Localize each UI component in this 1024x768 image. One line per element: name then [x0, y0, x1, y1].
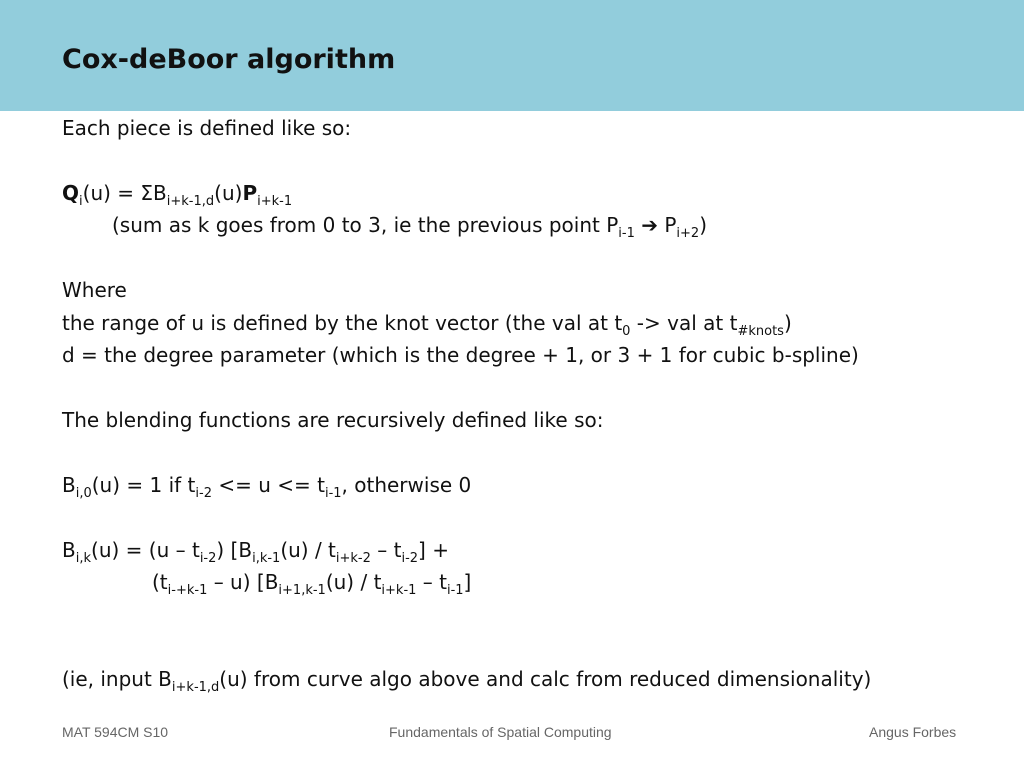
footer-author: Angus Forbes [869, 724, 957, 740]
range-line: the range of u is defined by the knot vector (the val at $t_0$ -> val at $t_{\#knots}$) [62, 311, 792, 339]
ie-note: (ie, input $B_{i+k-1,d}(u)$ from curve algo above and calc from reduced dimensionality) [62, 667, 872, 695]
arrow-icon: ➔ [634, 213, 665, 237]
footer-course: MAT 594CM S10 [62, 724, 169, 740]
where-line: Where [62, 278, 127, 302]
b0-formula: $B_{i,0}(u) = 1$ if $t_{i-2} <= u <= t_{i-1}$, otherwise 0 [62, 473, 472, 501]
title-band [0, 0, 1024, 111]
bk-formula-line1: $B_{i,k}(u) = (u - t_{i-2})$ $[B_{i,k-1}(u) / t_{i+k-2} - t_{i-2}]$ + [62, 538, 449, 566]
bk-formula-line2: $(t_{i-+k-1} - u)$ $[B_{i+1,k-1}(u) / t_{i+k-1} - t_{i-1}]$ [152, 570, 472, 598]
slide-title: Cox-deBoor algorithm [62, 44, 396, 75]
blending-line: The blending functions are recursively defined like so: [62, 408, 604, 432]
footer-title: Fundamentals of Spatial Computing [389, 724, 612, 740]
intro-line: Each piece is defined like so: [62, 116, 352, 140]
q-formula: $Q_i(u) = \Sigma B_{i+k-1,d}(u)P_{i+k-1}$ [62, 181, 293, 209]
sum-note: (sum as k goes from 0 to 3, ie the previous point $P_{i-1}$ ➔ $P_{i+2}$) [112, 213, 707, 241]
degree-line: d = the degree parameter (which is the degree + 1, or 3 + 1 for cubic b-spline) [62, 343, 859, 367]
